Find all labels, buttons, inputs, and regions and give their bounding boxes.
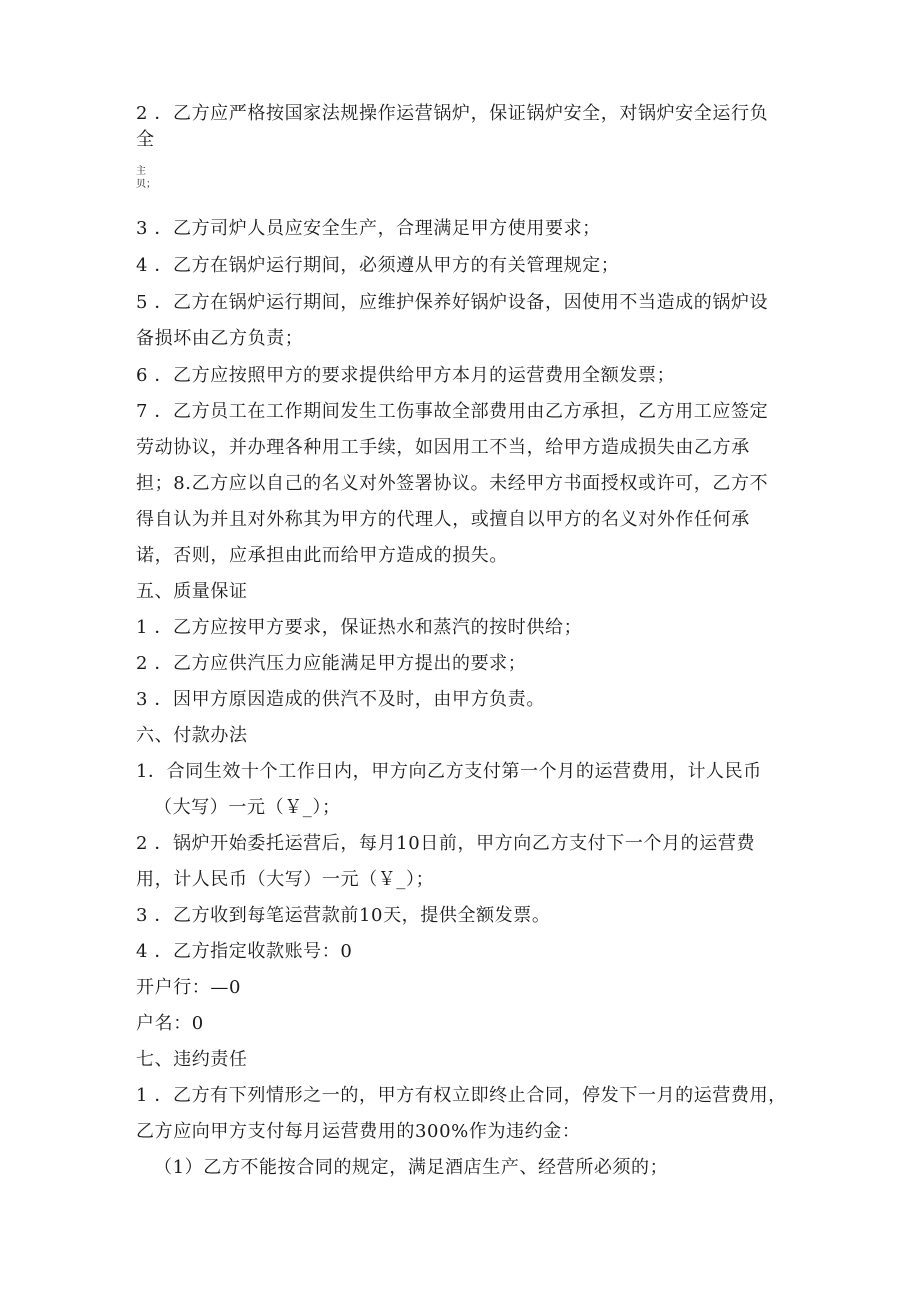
clause-line: 2 ．乙方应供汽压力应能满足甲方提出的要求； — [136, 653, 527, 674]
clause-line: 用，计人民币（大写）一元（￥_）； — [136, 869, 435, 890]
clause-line: 3 ．乙方收到每笔运营款前10天，提供全额发票。 — [136, 905, 551, 926]
section-heading: 五、质量保证 — [136, 581, 248, 602]
clause-line: 全 — [136, 129, 155, 150]
clause-line: 担；8.乙方应以自己的名义对外签署协议。未经甲方书面授权或许可，乙方不 — [136, 473, 769, 494]
clause-line: 6 ．乙方应按照甲方的要求提供给甲方本月的运营费用全额发票； — [136, 365, 676, 386]
clause-line: 得自认为并且对外称其为甲方的代理人，或擅自以甲方的名义对外作任何承 — [136, 509, 750, 530]
fragment-line: 主 — [136, 166, 146, 177]
clause-line: 4 ．乙方在锅炉运行期间，必须遵从甲方的有关管理规定； — [136, 255, 620, 276]
clause-line: 劳动协议，并办理各种用工手续，如因用工不当，给甲方造成损失由乙方承 — [136, 437, 750, 458]
clause-line: 诺，否则，应承担由此而给甲方造成的损失。 — [136, 545, 508, 566]
clause-line: 乙方应向甲方支付每月运营费用的300%作为违约金： — [136, 1121, 581, 1142]
clause-line: （大写）一元（￥_）； — [154, 797, 341, 818]
clause-line: 开户行：—0 — [136, 977, 242, 998]
clause-line: 4 ．乙方指定收款账号：0 — [136, 941, 353, 962]
clause-line: 2 ．锅炉开始委托运营后，每月10日前，甲方向乙方支付下一个月的运营费 — [136, 833, 756, 854]
clause-line: （1）乙方不能按合同的规定，满足酒店生产、经营所必须的； — [154, 1157, 669, 1178]
clause-line: 备损坏由乙方负责； — [136, 328, 304, 349]
clause-line: 2 ．乙方应严格按国家法规操作运营锅炉，保证锅炉安全，对锅炉安全运行负 — [136, 103, 769, 124]
clause-line: 户名：0 — [136, 1013, 204, 1034]
clause-line: 5 ．乙方在锅炉运行期间，应维护保养好锅炉设备，因使用不当造成的锅炉设 — [136, 292, 769, 313]
clause-line: 1 ．乙方应按甲方要求，保证热水和蒸汽的按时供给； — [136, 617, 583, 638]
clause-line: 3 ．乙方司炉人员应安全生产，合理满足甲方使用要求； — [136, 218, 601, 239]
section-heading: 七、违约责任 — [136, 1049, 248, 1070]
clause-line: 1 ．乙方有下列情形之一的，甲方有权立即终止合同，停发下一月的运营费用， — [136, 1085, 787, 1106]
clause-line: 3 ．因甲方原因造成的供汽不及时，由甲方负责。 — [136, 689, 545, 710]
clause-line: 1．合同生效十个工作日内，甲方向乙方支付第一个月的运营费用，计人民币 — [136, 761, 762, 782]
section-heading: 六、付款办法 — [136, 725, 248, 746]
fragment-line: 贝； — [136, 179, 156, 190]
clause-line: 7 ．乙方员工在工作期间发生工伤事故全部费用由乙方承担，乙方用工应签定 — [136, 401, 769, 422]
